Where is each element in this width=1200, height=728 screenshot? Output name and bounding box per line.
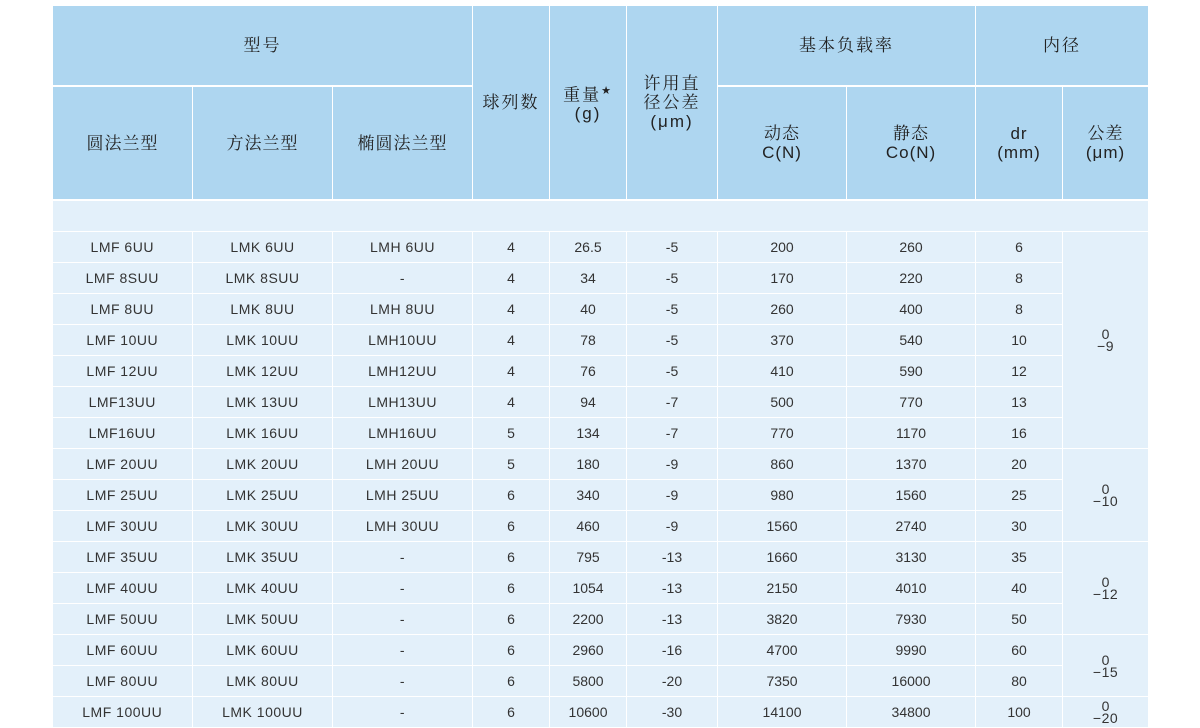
dr-cell: 8 [976,263,1063,294]
bore-tolerance-upper: 0 [1101,326,1110,342]
static-load-unit: Co(N) [885,143,937,162]
dynamic-load-cell: 1660 [718,542,847,573]
diameter-tolerance-cell: -16 [627,635,718,666]
bore-tolerance-header [1063,86,1149,200]
static-load-cell: 2740 [847,511,976,542]
square-flange-model-cell: LMK 8UU [193,294,333,325]
table-row [53,542,1149,573]
ball-rows-cell: 6 [473,697,550,728]
oval-flange-model-cell: LMH16UU [333,418,473,449]
dynamic-load-header [718,86,847,200]
round-flange-model-cell: LMF 8UU [53,294,193,325]
table-row [53,356,1149,387]
oval-flange-model-cell: LMH 30UU [333,511,473,542]
static-load-cell: 4010 [847,573,976,604]
oval-flange-model-cell: LMH 6UU [333,232,473,263]
square-flange-model-cell: LMK 60UU [193,635,333,666]
ball-rows-cell: 4 [473,325,550,356]
bore-tolerance-cell [1063,635,1149,697]
dr-cell: 25 [976,480,1063,511]
static-load-cell: 540 [847,325,976,356]
oval-flange-model-cell: - [333,263,473,294]
diameter-tolerance-cell: -9 [627,449,718,480]
round-flange-model-cell: LMF 6UU [53,232,193,263]
ball-rows-cell: 5 [473,418,550,449]
dynamic-load-cell: 860 [718,449,847,480]
dr-cell: 40 [976,573,1063,604]
bore-tolerance-upper: 0 [1101,651,1110,668]
table-row [53,325,1149,356]
weight-cell: 78 [550,325,627,356]
round-flange-model-cell: LMF 30UU [53,511,193,542]
diameter-tolerance-cell: -13 [627,542,718,573]
ball-rows-cell: 4 [473,263,550,294]
diameter-tolerance-cell: -20 [627,666,718,697]
bore-tolerance-lower: −15 [1092,663,1119,680]
table-row [53,449,1149,480]
bore-tolerance-unit: (μm) [1085,143,1126,162]
oval-flange-model-cell: - [333,697,473,728]
ball-rows-cell: 4 [473,356,550,387]
bore-tolerance-lower: −12 [1092,586,1119,602]
oval-flange-model-cell: LMH 25UU [333,480,473,511]
round-flange-model-cell: LMF16UU [53,418,193,449]
static-load-header [847,86,976,200]
diameter-tolerance-cell: -5 [627,232,718,263]
round-flange-model-cell: LMF 25UU [53,480,193,511]
linear-bushing-spec-table [52,6,1149,728]
inner-diameter-header: 内径 [976,6,1149,86]
weight-cell: 2200 [550,604,627,635]
square-flange-model-cell: LMK 40UU [193,573,333,604]
dynamic-load-cell: 4700 [718,635,847,666]
bore-tolerance-lower: −10 [1092,493,1119,509]
static-load-cell: 34800 [847,697,976,728]
ball-rows-cell: 4 [473,232,550,263]
round-flange-model-cell: LMF 80UU [53,666,193,697]
table-row [53,387,1149,418]
square-flange-model-cell: LMK 20UU [193,449,333,480]
model-header: 型号 [53,6,473,86]
dynamic-load-unit: C(N) [762,143,802,162]
table-row [53,232,1149,263]
diameter-tolerance-cell: -7 [627,418,718,449]
ball-rows-cell: 4 [473,294,550,325]
bore-tolerance-lower: −9 [1097,338,1114,354]
dr-header [976,86,1063,200]
static-load-cell: 16000 [847,666,976,697]
weight-cell: 94 [550,387,627,418]
static-load-cell: 590 [847,356,976,387]
square-flange-model-cell: LMK 100UU [193,697,333,728]
spec-table-container [52,6,1148,728]
dynamic-load-cell: 1560 [718,511,847,542]
table-row [53,480,1149,511]
weight-mark: ★ [601,84,613,97]
dynamic-load-cell: 200 [718,232,847,263]
oval-flange-model-cell: - [333,666,473,697]
static-load-cell: 220 [847,263,976,294]
dr-cell: 6 [976,232,1063,263]
dynamic-load-cell: 980 [718,480,847,511]
bore-tolerance-cell [1063,449,1149,542]
square-flange-header: 方法兰型 [193,86,333,200]
static-load-cell: 400 [847,294,976,325]
table-row [53,635,1149,666]
ball-rows-cell: 6 [473,573,550,604]
weight-cell: 134 [550,418,627,449]
bore-tolerance-label: 公差 [1087,124,1124,143]
dr-cell: 13 [976,387,1063,418]
dynamic-load-cell: 7350 [718,666,847,697]
dr-unit: (mm) [997,143,1041,162]
round-flange-model-cell: LMF 20UU [53,449,193,480]
weight-unit: (g) [574,104,602,124]
static-load-cell: 770 [847,387,976,418]
static-load-cell: 7930 [847,604,976,635]
diameter-tolerance-cell: -9 [627,511,718,542]
diameter-tolerance-header [627,6,718,200]
oval-flange-model-cell: - [333,542,473,573]
diameter-tolerance-unit: (μm) [650,112,694,131]
ball-rows-cell: 6 [473,666,550,697]
bore-tolerance-cell [1063,542,1149,635]
static-load-cell: 1560 [847,480,976,511]
oval-flange-model-cell: LMH13UU [333,387,473,418]
static-load-label: 静态 [893,124,930,143]
weight-cell: 795 [550,542,627,573]
dynamic-load-cell: 14100 [718,697,847,728]
dynamic-load-cell: 170 [718,263,847,294]
table-row [53,666,1149,697]
dr-cell: 50 [976,604,1063,635]
weight-cell: 76 [550,356,627,387]
ball-rows-header: 球列数 [473,6,550,200]
diameter-tolerance-cell: -9 [627,480,718,511]
dr-cell: 100 [976,697,1063,728]
oval-flange-model-cell: LMH 20UU [333,449,473,480]
weight-cell: 26.5 [550,232,627,263]
weight-cell: 5800 [550,666,627,697]
diameter-tolerance-cell: -30 [627,697,718,728]
static-load-cell: 260 [847,232,976,263]
dr-cell: 80 [976,666,1063,697]
dr-label: dr [1010,124,1028,143]
ball-rows-cell: 5 [473,449,550,480]
diameter-tolerance-cell: -13 [627,604,718,635]
weight-cell: 10600 [550,697,627,728]
round-flange-model-cell: LMF 8SUU [53,263,193,294]
dynamic-load-cell: 500 [718,387,847,418]
square-flange-model-cell: LMK 30UU [193,511,333,542]
square-flange-model-cell: LMK 10UU [193,325,333,356]
round-flange-model-cell: LMF 40UU [53,573,193,604]
dr-cell: 30 [976,511,1063,542]
square-flange-model-cell: LMK 6UU [193,232,333,263]
round-flange-model-cell: LMF13UU [53,387,193,418]
oval-flange-header: 椭圆法兰型 [333,86,473,200]
weight-cell: 460 [550,511,627,542]
dr-cell: 16 [976,418,1063,449]
bore-tolerance-cell [1063,697,1149,728]
round-flange-model-cell: LMF 10UU [53,325,193,356]
dynamic-load-cell: 770 [718,418,847,449]
square-flange-model-cell: LMK 13UU [193,387,333,418]
diameter-tolerance-cell: -5 [627,356,718,387]
static-load-cell: 1170 [847,418,976,449]
oval-flange-model-cell: - [333,635,473,666]
ball-rows-cell: 6 [473,635,550,666]
ball-rows-cell: 6 [473,604,550,635]
dynamic-load-cell: 260 [718,294,847,325]
square-flange-model-cell: LMK 8SUU [193,263,333,294]
weight-cell: 180 [550,449,627,480]
static-load-cell: 3130 [847,542,976,573]
bore-tolerance-upper: 0 [1101,698,1110,714]
ball-rows-cell: 6 [473,480,550,511]
oval-flange-model-cell: - [333,604,473,635]
weight-cell: 34 [550,263,627,294]
square-flange-model-cell: LMK 12UU [193,356,333,387]
dynamic-load-label: 动态 [764,124,801,143]
static-load-cell: 1370 [847,449,976,480]
table-row [53,263,1149,294]
oval-flange-model-cell: - [333,573,473,604]
bore-tolerance-upper: 0 [1101,574,1110,590]
table-row [53,697,1149,728]
oval-flange-model-cell: LMH 8UU [333,294,473,325]
round-flange-header: 圆法兰型 [53,86,193,200]
oval-flange-model-cell: LMH12UU [333,356,473,387]
dynamic-load-cell: 370 [718,325,847,356]
weight-cell: 2960 [550,635,627,666]
square-flange-model-cell: LMK 35UU [193,542,333,573]
load-rating-header: 基本负载率 [718,6,976,86]
dynamic-load-cell: 3820 [718,604,847,635]
square-flange-model-cell: LMK 25UU [193,480,333,511]
table-row [53,418,1149,449]
round-flange-model-cell: LMF 12UU [53,356,193,387]
weight-cell: 1054 [550,573,627,604]
dr-cell: 35 [976,542,1063,573]
round-flange-model-cell: LMF 100UU [53,697,193,728]
bore-tolerance-upper: 0 [1101,481,1110,497]
dr-cell: 10 [976,325,1063,356]
ball-rows-cell: 6 [473,511,550,542]
diameter-tolerance-cell: -5 [627,263,718,294]
weight-header [550,6,627,200]
static-load-cell: 9990 [847,635,976,666]
oval-flange-model-cell: LMH10UU [333,325,473,356]
round-flange-model-cell: LMF 50UU [53,604,193,635]
round-flange-model-cell: LMF 60UU [53,635,193,666]
square-flange-model-cell: LMK 80UU [193,666,333,697]
spec-table-body [53,200,1149,728]
diameter-tolerance-line1: 许用直 [643,74,701,93]
table-row [53,294,1149,325]
diameter-tolerance-line2: 径公差 [643,93,701,112]
dr-cell: 60 [976,635,1063,666]
weight-label: 重量 [563,85,602,105]
header-gap [53,200,1149,232]
weight-cell: 340 [550,480,627,511]
square-flange-model-cell: LMK 50UU [193,604,333,635]
round-flange-model-cell: LMF 35UU [53,542,193,573]
dr-cell: 8 [976,294,1063,325]
table-row [53,511,1149,542]
dr-cell: 20 [976,449,1063,480]
ball-rows-cell: 4 [473,387,550,418]
diameter-tolerance-cell: -5 [627,294,718,325]
dynamic-load-cell: 410 [718,356,847,387]
square-flange-model-cell: LMK 16UU [193,418,333,449]
diameter-tolerance-cell: -7 [627,387,718,418]
weight-cell: 40 [550,294,627,325]
bore-tolerance-lower: −20 [1092,710,1119,726]
bore-tolerance-cell [1063,232,1149,449]
ball-rows-cell: 6 [473,542,550,573]
diameter-tolerance-cell: -5 [627,325,718,356]
table-row [53,573,1149,604]
dynamic-load-cell: 2150 [718,573,847,604]
diameter-tolerance-cell: -13 [627,573,718,604]
dr-cell: 12 [976,356,1063,387]
table-row [53,604,1149,635]
